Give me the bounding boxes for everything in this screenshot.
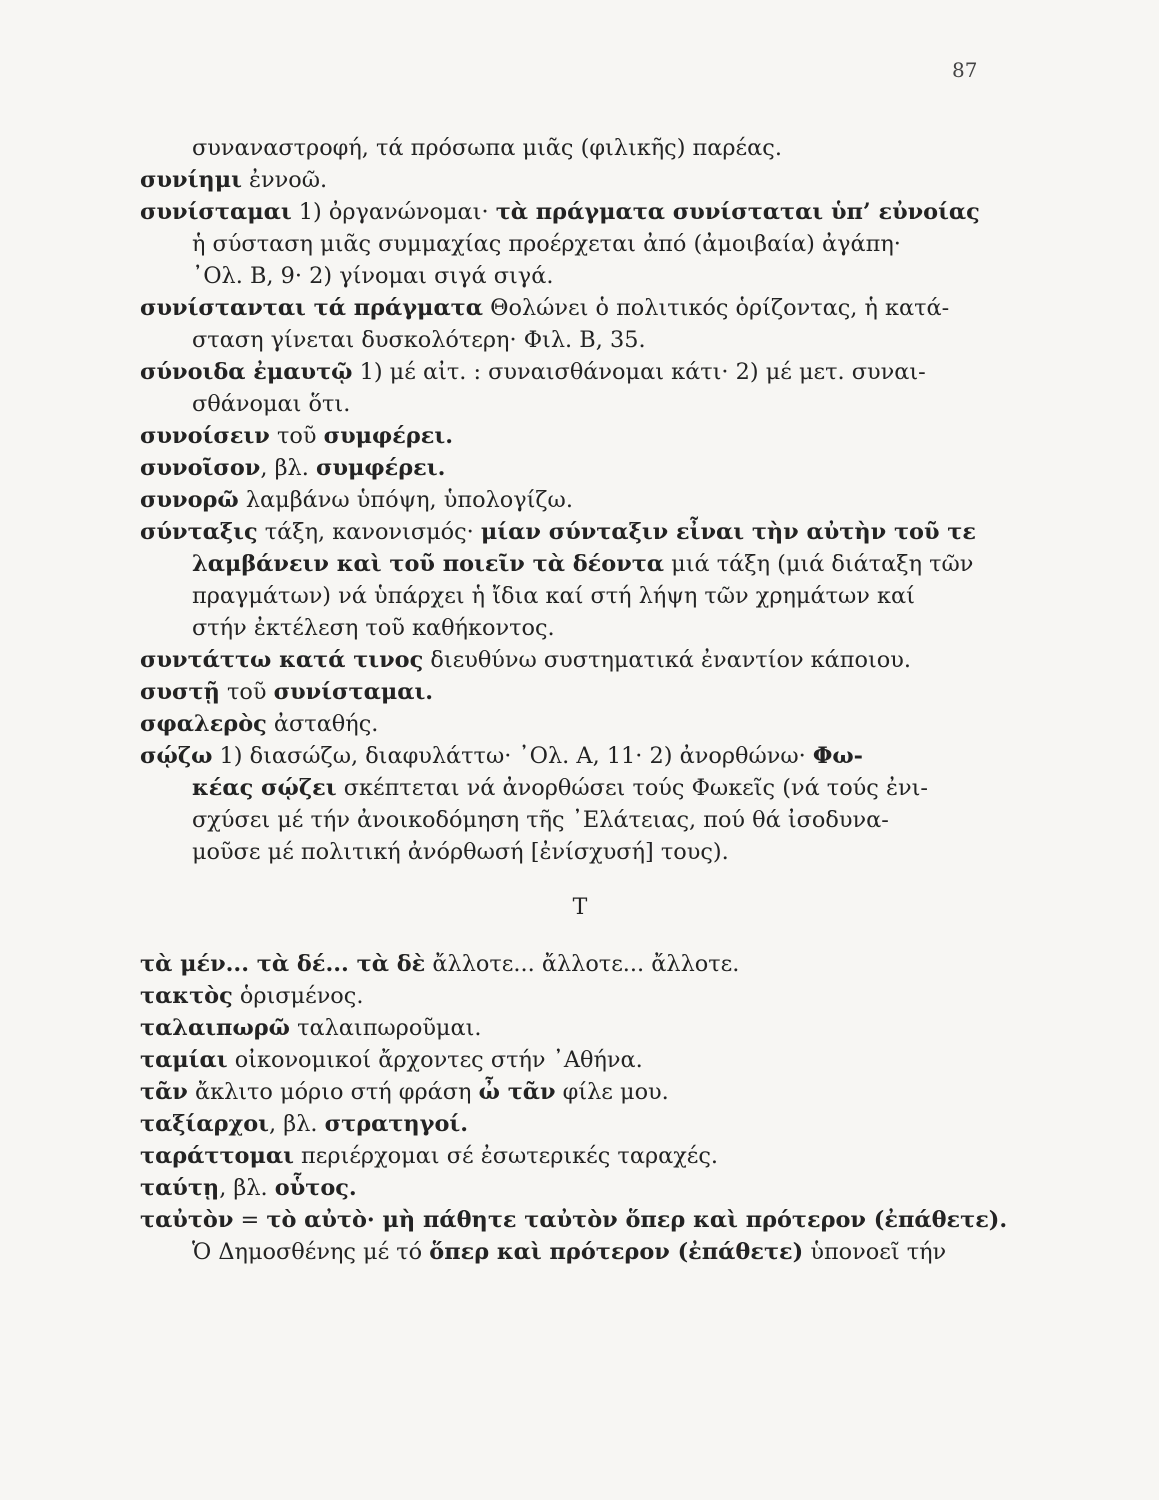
entry-line [140, 1108, 1000, 1140]
headword: στρατηγοί. [324, 1111, 469, 1137]
entry-line [140, 1204, 1008, 1236]
headword: συντάττω κατά τινος [140, 647, 424, 673]
headword: συνοίσειν [140, 423, 270, 449]
entry-line [140, 836, 1000, 868]
definition-text: , βλ. [260, 455, 316, 481]
headword: συνίσταμαι [140, 199, 292, 225]
definition-text: 1) μέ αἰτ. : συναισθάνομαι κάτι· 2) μέ μετ. συναι- [352, 359, 926, 385]
entry-line [140, 948, 1000, 980]
entry-line [140, 132, 1000, 164]
headword: Φω- [812, 743, 863, 769]
definition-text: ταλαιπωροῦμαι. [289, 1015, 482, 1041]
entry-line [140, 388, 1000, 420]
entry-line [140, 1172, 1000, 1204]
headword: ταύτῃ [140, 1175, 220, 1201]
headword: τὸ αὐτὸ· μὴ πάθητε ταὐτὸν ὅπερ καὶ πρότερον (ἐπάθετε). [266, 1207, 1008, 1233]
headword: μίαν σύνταξιν εἶναι τὴν αὐτὴν τοῦ τε [480, 519, 976, 545]
definition-text: ἄκλιτο μόριο στή φράση [187, 1079, 479, 1105]
entry-line [140, 420, 1000, 452]
definition-text: διευθύνω συστηματικά ἐναντίον κάποιου. [423, 647, 911, 673]
definition-text: 1) ὀργανώνομαι· [291, 199, 496, 225]
entry-line [140, 260, 1000, 292]
headword: ταλαιπωρῶ [140, 1015, 290, 1041]
definition-text: μιά τάξη (μιά διάταξη τῶν [664, 551, 974, 577]
page-number: 87 [952, 58, 978, 82]
definition-text: σκέπτεται νά ἀνορθώσει τούς Φωκεῖς (νά τούς ἐνι- [336, 775, 928, 801]
definition-text: τοῦ [269, 423, 324, 449]
headword: συστῇ [140, 679, 220, 705]
headword: συνίσταμαι. [273, 679, 434, 705]
headword: λαμβάνειν καὶ τοῦ ποιεῖν τὰ δέοντα [192, 551, 665, 577]
entry-line [140, 548, 1000, 580]
headword: ὦ τᾶν [478, 1079, 556, 1105]
headword: τακτὸς [140, 983, 233, 1009]
entry-line [140, 708, 1000, 740]
headword: τὰ μέν... τὰ δέ... τὰ δὲ [140, 951, 426, 977]
definition-text: σχύσει μέ τήν ἀνοικοδόμηση τῆς ᾿Ελάτειας, πού θά ἰσοδυνα- [192, 807, 889, 833]
definition-text: ἡ σύσταση μιᾶς συμμαχίας προέρχεται ἀπό (ἀμοιβαία) ἀγάπη· [192, 231, 901, 257]
headword: ὅπερ καὶ πρότερον (ἐπάθετε) [429, 1239, 804, 1265]
definition-text: περιέρχομαι σέ ἐσωτερικές ταραχές. [293, 1143, 719, 1169]
headword: συμφέρει. [315, 455, 446, 481]
definition-text: ᾿Ολ. Β, 9· 2) γίνομαι σιγά σιγά. [192, 263, 554, 289]
entry-line [140, 1044, 1000, 1076]
definition-text: σθάνομαι ὅτι. [192, 391, 351, 417]
definition-text: Θολώνει ὁ πολιτικός ὁρίζοντας, ἡ κατά- [482, 295, 950, 321]
headword: κέας σῴζει [192, 775, 337, 801]
entry-line [140, 644, 1000, 676]
headword: ταὐτὸν [140, 1207, 234, 1233]
definition-text: πραγμάτων) νά ὑπάρχει ἡ ἴδια καί στή λήψη τῶν χρημάτων καί [192, 583, 915, 609]
headword: ταξίαρχοι [140, 1111, 270, 1137]
entry-line [140, 324, 1000, 356]
definition-text: , βλ. [219, 1175, 275, 1201]
headword: ταράττομαι [140, 1143, 294, 1169]
definition-text: ὑπονοεῖ τήν [803, 1239, 947, 1265]
entry-line [140, 516, 1000, 548]
entry-line [140, 676, 1000, 708]
headword: συνίημι [140, 167, 242, 193]
entry-line [140, 980, 1000, 1012]
headword: τὰ πράγματα συνίσταται ὑπ’ εὐνοίας [495, 199, 980, 225]
headword: συνοῖσον [140, 455, 261, 481]
headword: συμφέρει. [323, 423, 453, 449]
headword: τᾶν [140, 1079, 188, 1105]
tau-entries [140, 948, 1008, 1268]
entry-line [140, 804, 1000, 836]
definition-text: 1) διασώζω, διαφυλάττω· ᾿Ολ. Α, 11· 2) ἀνορθώνω· [212, 743, 813, 769]
headword: σφαλερὸς [140, 711, 267, 737]
definition-text: στήν ἐκτέλεση τοῦ καθήκοντος. [192, 615, 555, 641]
definition-text: τοῦ [219, 679, 274, 705]
definition-text: τάξη, κανονισμός· [257, 519, 481, 545]
entry-line [140, 1140, 1000, 1172]
headword: συνίστανται τά πράγματα [140, 295, 483, 321]
definition-text: σταση γίνεται δυσκολότερη· Φιλ. Β, 35. [192, 327, 646, 353]
entry-line [140, 1236, 1000, 1268]
definition-text: ἀσταθής. [266, 711, 379, 737]
headword: οὗτος. [274, 1175, 357, 1201]
definition-text: , βλ. [269, 1111, 325, 1137]
entry-line [140, 772, 1000, 804]
headword: σῴζω [140, 743, 213, 769]
entry-line [140, 452, 1000, 484]
definition-text: ἐννοῶ. [241, 167, 328, 193]
definition-text: ὁρισμένος. [232, 983, 364, 1009]
entry-line [140, 740, 1000, 772]
entry-line [140, 612, 1000, 644]
definition-text: ἄλλοτε... ἄλλοτε... ἄλλοτε. [425, 951, 740, 977]
headword: σύνταξις [140, 519, 258, 545]
entry-line [140, 1076, 1000, 1108]
definition-text: φίλε μου. [555, 1079, 669, 1105]
entry-line [140, 292, 1000, 324]
sigma-entries [140, 132, 1000, 868]
headword: σύνοιδα ἐμαυτῷ [140, 359, 353, 385]
headword: ταμίαι [140, 1047, 228, 1073]
definition-text: λαμβάνω ὑπόψη, ὑπολογίζω. [238, 487, 573, 513]
entry-line [140, 484, 1000, 516]
entry-line [140, 228, 1000, 260]
entry-line [140, 1012, 1000, 1044]
entry-line [140, 356, 1000, 388]
definition-text: συναναστροφή, τά πρόσωπα μιᾶς (φιλικῆς) παρέας. [192, 135, 782, 161]
definition-text: οἰκονομικοί ἄρχοντες στήν ᾿Αθήνα. [227, 1047, 643, 1073]
headword: συνορῶ [140, 487, 239, 513]
definition-text: Ὁ Δημοσθένης μέ τό [192, 1239, 430, 1265]
entry-line [140, 580, 1000, 612]
definition-text: μοῦσε μέ πολιτική ἀνόρθωσή [ἐνίσχυσή] τους). [192, 839, 729, 865]
entry-line [140, 164, 1000, 196]
section-letter-tau: Τ [572, 895, 588, 920]
entry-line [140, 196, 1000, 228]
dictionary-entries [140, 132, 1008, 1268]
definition-text: = [233, 1207, 267, 1233]
